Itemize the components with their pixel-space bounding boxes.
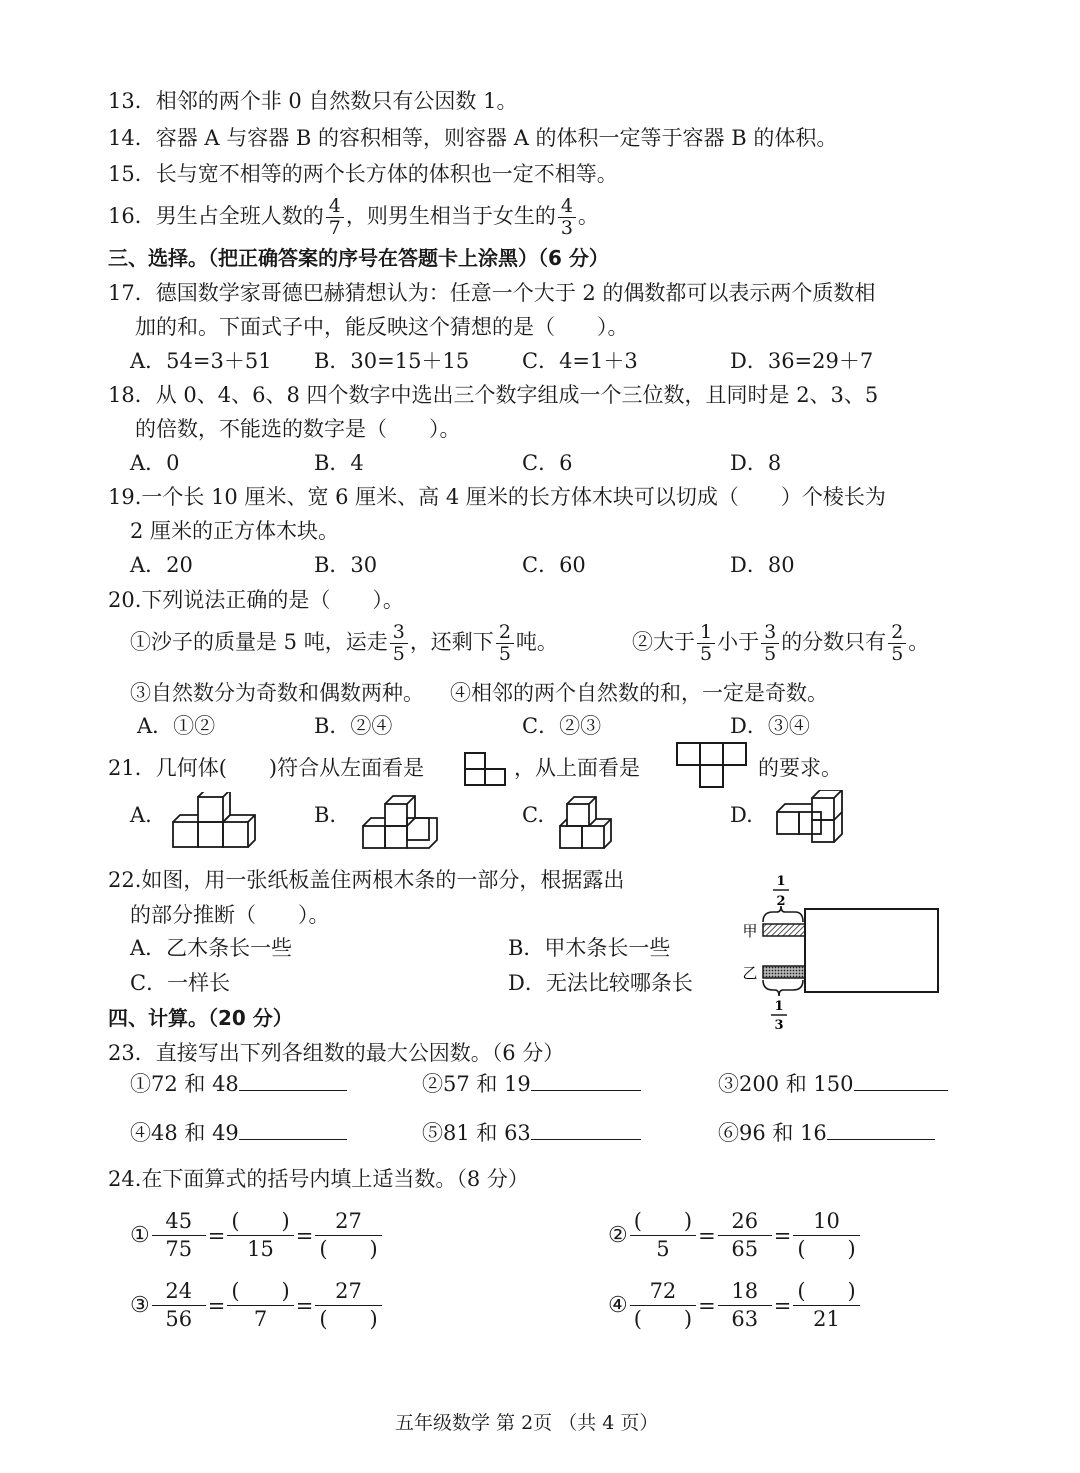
q23-item-6: ⑥96 和 16	[718, 1120, 935, 1146]
q24-e4-blank-den[interactable]: 72 ( )	[630, 1278, 696, 1333]
question-16	[108, 196, 599, 244]
q22-fig-top-fraction-den: 2	[776, 894, 786, 909]
q24-equation-1: ① $\frac{45}{75}$ = ( ) 15 = 27 ( )	[130, 1208, 382, 1263]
q21-option-c-figure	[555, 790, 627, 854]
q24-equation-2: ② ( ) 5 = $\frac{26}{65}$ = 10 ( )	[608, 1208, 860, 1263]
q21-option-b-figure	[355, 788, 445, 854]
q17-option-a[interactable]: A．54=3＋51	[130, 349, 272, 373]
q23-answer-3[interactable]	[854, 1072, 948, 1091]
q16-text-mid: ，则男生相当于女生的	[345, 204, 556, 228]
q22-line1: 22.如图，用一张纸板盖住两根木条的一部分，根据露出	[108, 868, 625, 892]
q22-option-b[interactable]: B．甲木条长一些	[508, 936, 671, 960]
q17-line2: 加的和。下面式子中，能反映这个猜想的是（ ）。	[135, 315, 629, 339]
q24-e1-blank-den[interactable]: 27 ( )	[315, 1208, 381, 1263]
q21-option-d-figure	[772, 790, 862, 854]
q24-e1-blank-num[interactable]: ( ) 15	[227, 1208, 293, 1263]
q16-fraction-2: $\frac{4}{3}$	[558, 196, 576, 239]
q22-option-a[interactable]: A．乙木条长一些	[130, 936, 293, 960]
q23-answer-1[interactable]	[239, 1072, 347, 1091]
page-footer: 五年级数学 第 2页 （共 4 页）	[395, 1412, 659, 1434]
q22-fig-cardboard	[805, 909, 938, 992]
q23-item-3: ③200 和 150	[718, 1071, 948, 1097]
q22-fig-bottom-brace	[763, 980, 803, 996]
q16-text-end: 。	[577, 204, 599, 228]
q22-fig-label-yi: 乙	[742, 964, 758, 982]
q18-option-a[interactable]: A．0	[130, 451, 180, 475]
q18-line2: 的倍数，不能选的数字是（ ）。	[135, 417, 461, 441]
q16-text-pre: 16．男生占全班人数的	[108, 204, 324, 228]
q23-answer-5[interactable]	[531, 1121, 641, 1140]
q20-statement-2: ②大于 $\frac{1}{5}$ 小于 $\frac{3}{5}$ 的分数只有 $\frac{2}{5}$ 。	[632, 621, 930, 665]
q18-line1: 18．从 0、4、6、8 四个数字中选出三个数字组成一个三位数，且同时是 2、3、5	[108, 383, 879, 407]
q18-option-d[interactable]: D．8	[730, 451, 782, 475]
q19-option-d[interactable]: D．80	[730, 553, 795, 577]
q21-option-a[interactable]: A.	[130, 803, 152, 827]
q20-s2-fraction-2: $\frac{3}{5}$	[761, 622, 779, 665]
q21-text-pre: 21．几何体( )符合从左面看是	[108, 756, 425, 780]
q23-item-2: ②57 和 19	[422, 1071, 641, 1097]
q18-option-c[interactable]: C．6	[522, 451, 573, 475]
q17-line1: 17．德国数学家哥德巴赫猜想认为：任意一个大于 2 的偶数都可以表示两个质数相	[108, 281, 876, 305]
q24-equation-4: ④ 72 ( ) = $\frac{18}{63}$ = ( ) 21	[608, 1278, 860, 1333]
question-14: 14．容器 A 与容器 B 的容积相等，则容器 A 的体积一定等于容器 B 的体积。	[108, 126, 838, 150]
q24-e4-blank-num[interactable]: ( ) 21	[793, 1278, 859, 1333]
q20-statement-4: ④相邻的两个自然数的和，一定是奇数。	[450, 681, 828, 705]
q24-title: 24.在下面算式的括号内填上适当数。（8 分）	[108, 1167, 529, 1191]
q19-option-c[interactable]: C．60	[522, 553, 586, 577]
q17-option-b[interactable]: B．30=15＋15	[314, 349, 470, 373]
q24-e3-blank-den[interactable]: 27 ( )	[315, 1278, 381, 1333]
q20-statement-3: ③自然数分为奇数和偶数两种。	[130, 681, 424, 705]
q17-option-d[interactable]: D．36=29＋7	[730, 349, 874, 373]
section-4-title: 四、计算。（20 分）	[108, 1006, 293, 1030]
q18-option-b[interactable]: B．4	[314, 451, 364, 475]
q22-figure	[735, 870, 945, 1032]
section-3-title: 三、选择。（把正确答案的序号在答题卡上涂黑）（6 分）	[108, 246, 609, 270]
q20-statement-1: ①沙子的质量是 5 吨，运走 $\frac{3}{5}$ ，还剩下 $\frac{2}{5}$ 吨。	[130, 621, 558, 665]
q24-e3-blank-num[interactable]: ( ) 7	[227, 1278, 293, 1333]
q21-option-a-figure	[168, 792, 258, 854]
q21-option-d[interactable]: D.	[730, 803, 753, 827]
q20-line1: 20.下列说法正确的是（ ）。	[108, 588, 404, 612]
q21-left-view-figure	[462, 750, 510, 788]
q22-fig-top-fraction-num: 1	[776, 874, 786, 889]
q20-s1-fraction-1: $\frac{3}{5}$	[390, 622, 408, 665]
q23-answer-4[interactable]	[239, 1121, 347, 1140]
q21-option-b[interactable]: B.	[314, 803, 337, 827]
question-15: 15．长与宽不相等的两个长方体的体积也一定不相等。	[108, 162, 618, 186]
q20-s2-fraction-1: $\frac{1}{5}$	[697, 622, 715, 665]
q24-e2-blank-num[interactable]: ( ) 5	[630, 1208, 696, 1263]
q21-text-mid: ，从上面看是	[514, 756, 640, 780]
q16-fraction-1: $\frac{4}{7}$	[326, 196, 344, 239]
q21-option-c[interactable]: C.	[522, 803, 544, 827]
q22-fig-stick-yi	[763, 966, 805, 978]
q20-s2-fraction-3: $\frac{2}{5}$	[888, 622, 906, 665]
q22-line2: 的部分推断（ ）。	[130, 903, 330, 927]
q22-option-d[interactable]: D．无法比较哪条长	[508, 971, 693, 995]
q22-fig-bottom-fraction-num: 1	[774, 999, 784, 1014]
q22-fig-bottom-fraction-den: 3	[774, 1018, 784, 1032]
q22-option-c[interactable]: C．一样长	[130, 971, 231, 995]
q24-e2-blank-den[interactable]: 10 ( )	[793, 1208, 859, 1263]
q19-line1: 19.一个长 10 厘米、宽 6 厘米、高 4 厘米的长方体木块可以切成（ ）个棱长为	[108, 485, 886, 509]
q21-text-end: 的要求。	[758, 756, 842, 780]
q22-fig-label-jia: 甲	[742, 922, 758, 940]
q20-option-a[interactable]: A．①②	[137, 714, 216, 738]
q19-option-b[interactable]: B．30	[314, 553, 378, 577]
q22-fig-stick-jia	[763, 924, 805, 936]
q20-option-b[interactable]: B．②④	[314, 714, 393, 738]
q19-option-a[interactable]: A．20	[130, 553, 193, 577]
q23-item-1: ①72 和 48	[130, 1071, 347, 1097]
question-13: 13．相邻的两个非 0 自然数只有公因数 1。	[108, 89, 518, 113]
q20-option-c[interactable]: C．②③	[522, 714, 602, 738]
q23-answer-2[interactable]	[531, 1072, 641, 1091]
q20-option-d[interactable]: D．③④	[730, 714, 810, 738]
q19-line2: 2 厘米的正方体木块。	[130, 519, 340, 543]
q17-option-c[interactable]: C．4=1＋3	[522, 349, 638, 373]
q23-item-5: ⑤81 和 63	[422, 1120, 641, 1146]
q23-answer-6[interactable]	[827, 1121, 935, 1140]
q20-s1-fraction-2: $\frac{2}{5}$	[496, 622, 514, 665]
q21-top-view-figure	[674, 740, 750, 792]
q23-title: 23．直接写出下列各组数的最大公因数。（6 分）	[108, 1041, 565, 1065]
q23-item-4: ④48 和 49	[130, 1120, 347, 1146]
q24-equation-3: ③ $\frac{24}{56}$ = ( ) 7 = 27 ( )	[130, 1278, 382, 1333]
